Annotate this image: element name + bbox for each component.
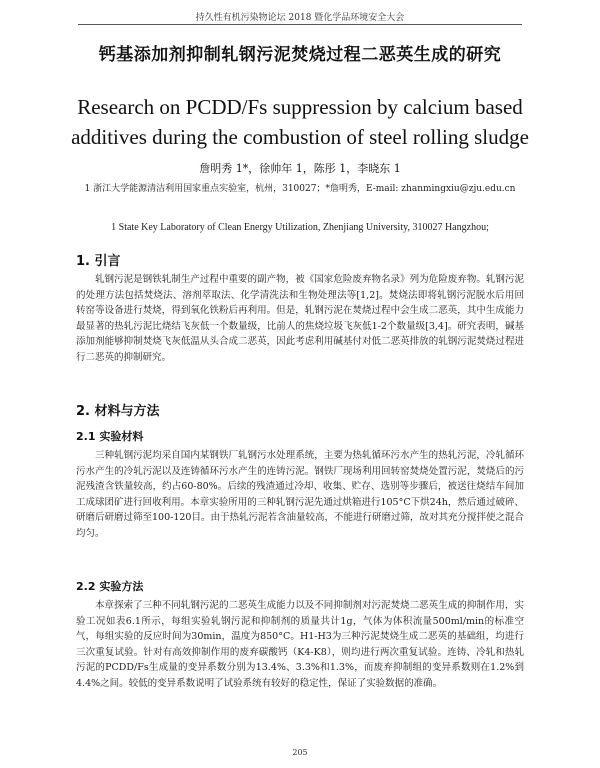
subsection-heading-materials: 2.1 实验材料 <box>76 430 144 443</box>
running-header: 持久性有机污染物论坛 2018 暨化学品环境安全大会 <box>195 13 405 23</box>
affiliation-chinese: 1 浙江大学能源清洁利用国家重点实验室，杭州，310027；*詹明秀，E-mail: zhanmingxiu@zju.edu.cn <box>84 184 516 194</box>
title-chinese: 钙基添加剂抑制轧钢污泥焚烧过程二恶英生成的研究 <box>98 45 502 65</box>
section-heading-introduction: 1. 引言 <box>76 254 121 269</box>
materials-paragraph: 三种轧钢污泥均采自国内某钢铁厂轧钢污水处理系统，主要为热轧循环污水产生的热轧污泥，冷轧循环污水产生的冷轧污泥以及连铸循环污水产生的连铸污泥。钢铁厂现场利用回转窑焚烧处置污泥，焚烧后的污泥残渣含铁量较高，约占60-80%。后续的残渣通过冷却、收集、贮存、选别等步骤后，被送往烧结车间加工成球团矿进行回收利用。本章实验所用的三种轧钢污泥先通过烘箱进行105°C下烘24h，然后通过破碎、研磨后研磨过筛至100-120目。由于热轧污泥若含油量较高，不能进行研磨过筛，故对其充分搅拌使之混合均匀。 <box>76 450 524 539</box>
title-english: Research on PCDD/Fs suppression by calcium based additives during the combustion of steel rolling sludge <box>71 95 529 149</box>
page-number: 205 <box>292 748 308 757</box>
section-heading-methods: 2. 材料与方法 <box>76 404 160 419</box>
header-rule <box>78 24 522 25</box>
author-list: 詹明秀 1*，徐帅年 1，陈彤 1，李晓东 1 <box>199 162 401 175</box>
introduction-paragraph: 轧钢污泥是钢铁轧制生产过程中重要的副产物，被《国家危险废弃物名录》列为危险废弃物。轧钢污泥的处理方法包括焚烧法、溶剂萃取法、化学清洗法和生物处理法等[1,2]。焚烧法即将轧钢污泥脱水后用回转窑等设备进行焚烧，得到氧化铁粉后再利用。但是，轧钢污泥在焚烧过程中会生成二恶英，其中生成能力最显著的热轧污泥比烧结飞灰低一个数量级，比前人的焦烧垃圾飞灰低1-2个数量级[3,4]。研究表明，碱基添加剂能够抑制焚烧飞灰低温从头合成二恶英，因此考虑利用碱基付对低二恶英排放的轧钢污泥焚烧过程进行二恶英的抑制研究。 <box>76 274 524 363</box>
affiliation-english: 1 State Key Laboratory of Clean Energy Utilization, Zhenjiang University, 310027 Hangzhou; <box>111 222 489 233</box>
methods-paragraph: 本章探索了三种不同轧钢污泥的二恶英生成能力以及不同抑制剂对污泥焚烧二恶英生成的抑制作用，实验工况如表6.1所示，每组实验轧钢污泥和抑制剂的质量共计1g，气体为体积流量500ml/min的标准空气，每组实验的反应时间为30min，温度为850°C。H1-H3为三种污泥焚烧生成二恶英的基础组，均进行三次重复试验。针对有高效抑制作用的废弃碳酸钙（K4-K8），则均进行两次重复试验。连铸、冷轧和热轧污泥的PCDD/Fs生成量的变异系数分别为13.4%、3.3%和1.3%，而废弃抑制组的变异系数则在1.2%到4.4%之间。较低的变异系数说明了试验系统有较好的稳定性，保证了实验数据的准确。 <box>76 600 524 689</box>
subsection-heading-methods: 2.2 实验方法 <box>76 580 144 593</box>
